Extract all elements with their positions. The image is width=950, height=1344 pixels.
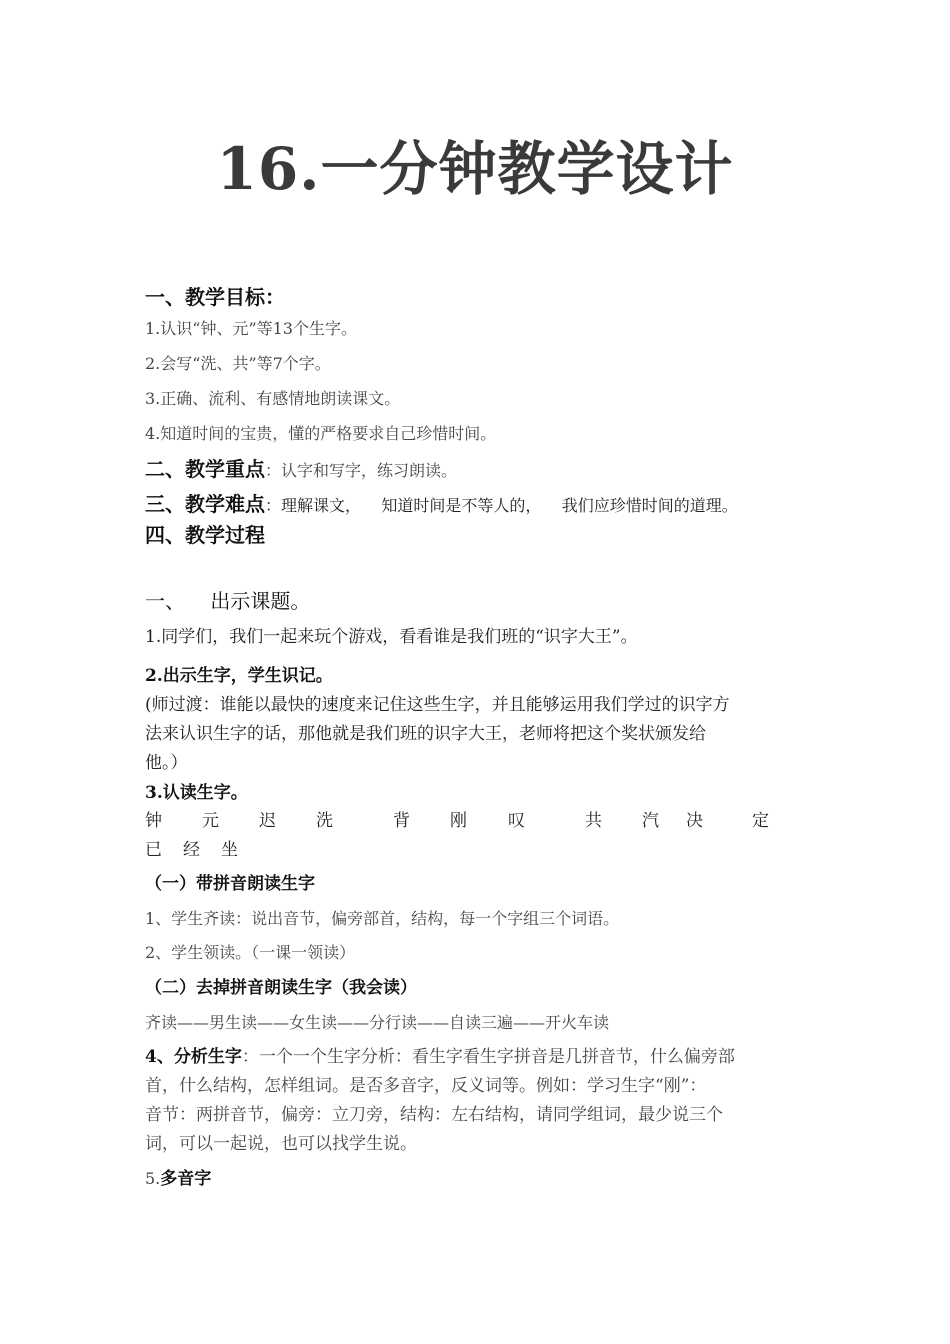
paragraph-heading: 2.出示生字，学生识记。 [145, 666, 333, 686]
paragraph [145, 1049, 735, 1066]
char-item: 决 [686, 811, 703, 831]
paragraph [145, 1171, 211, 1188]
char-item: 坐 [221, 840, 238, 860]
paragraph-label: 4、分析生字 [145, 1047, 242, 1067]
paragraph-line: 他。） [145, 753, 188, 773]
paragraph-line: ：一个一个生字分析：看生字看生字拼音是几拼音节，什么偏旁部 [241, 1047, 735, 1067]
char-item: 钟 [145, 811, 162, 831]
paragraph: 1.同学们，我们一起来玩个游戏，看看谁是我们班的“识字大王”。 [145, 627, 638, 647]
list-item: 2、学生领读。（一课一领读） [145, 943, 356, 962]
goals-heading: 一、教学目标： [145, 285, 285, 309]
paragraph-heading: 3.认读生字。 [145, 783, 248, 803]
goal-item: 4.知道时间的宝贵，懂的严格要求自己珍惜时间。 [145, 424, 497, 443]
char-item: 经 [183, 840, 200, 860]
char-item: 刚 [450, 811, 467, 831]
subsection-heading: （一）带拼音朗读生字 [145, 874, 315, 894]
subsection-heading: （二）去掉拼音朗读生字（我会读） [145, 978, 417, 998]
key-points [145, 459, 457, 479]
key-points-text: ：认字和写字，练习朗读。 [265, 461, 458, 480]
goal-item: 2.会写“洗、共”等7个字。 [145, 354, 331, 373]
difficult-points-text: ：理解课文， 知道时间是不等人的， 我们应珍惜时间的道理。 [265, 496, 738, 515]
difficult-points [145, 494, 738, 514]
char-item: 元 [202, 811, 219, 831]
paragraph-line: 音节：两拼音节，偏旁：立刀旁，结构：左右结构，请同学组词，最少说三个 [145, 1105, 723, 1125]
paragraph-line: 词，可以一起说，也可以找学生说。 [145, 1134, 417, 1154]
document-title: 16.一分钟教学设计 [216, 135, 734, 203]
goal-item: 1.认识“钟、元”等13个生字。 [145, 319, 357, 338]
difficult-points-label: 三、教学难点 [145, 492, 265, 516]
paragraph-line: (师过渡：谁能以最快的速度来记住这些生字，并且能够运用我们学过的识字方 [145, 695, 730, 715]
char-item: 迟 [259, 811, 276, 831]
char-item: 叹 [508, 811, 525, 831]
char-item: 洗 [316, 811, 333, 831]
reading-sequence: 齐读——男生读——女生读——分行读——自读三遍——开火车读 [145, 1013, 610, 1032]
process-heading: 四、教学过程 [145, 523, 265, 547]
paragraph-line: 法来认识生字的话，那他就是我们班的识字大王，老师将把这个奖状颁发给 [145, 724, 706, 744]
char-item: 共 [585, 811, 602, 831]
char-item: 汽 [642, 811, 659, 831]
list-item: 1、学生齐读：说出音节，偏旁部首，结构，每一个字组三个词语。 [145, 909, 620, 928]
char-item: 定 [752, 811, 769, 831]
step-one-heading: 一、 出示课题。 [145, 589, 311, 613]
char-item: 已 [145, 840, 162, 860]
paragraph-label: 多音字 [160, 1169, 212, 1189]
goal-item: 3.正确、流利、有感情地朗读课文。 [145, 389, 401, 408]
key-points-label: 二、教学重点 [145, 457, 265, 481]
char-item: 背 [393, 811, 410, 831]
paragraph-line: 首，什么结构，怎样组词。是否多音字，反义词等。例如：学习生字“刚”： [145, 1076, 707, 1096]
paragraph-number: 5. [145, 1169, 161, 1188]
